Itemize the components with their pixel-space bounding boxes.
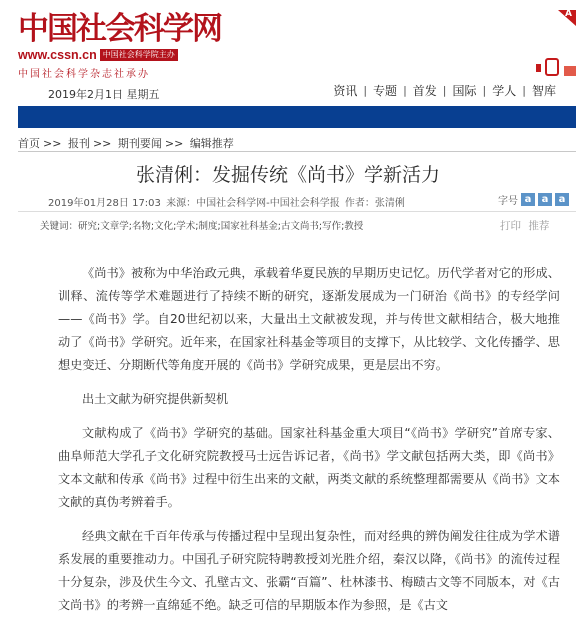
article-actions <box>496 218 549 233</box>
logo-subtitle: 中国社会科学杂志社承办 <box>18 69 150 80</box>
logo-text: 中国社会科学网 <box>18 11 221 47</box>
decoration-icon <box>536 58 576 78</box>
paragraph: 经典文献在千百年传承与传播过程中呈现出复杂性，而对经典的辨伪阐发往往成为学术谱系发展的重要推动力。中国孔子研究院特聘教授刘光胜介绍，秦汉以降，《尚书》的流传过程十分复杂，涉及伏生今文、孔壁古文、张霸“百篇”、杜林漆书、梅赜古文等不同版本，对《古文尚书》的考辨一直绵延不绝。缺乏可信的早期版本作为参照，是《古文 <box>58 529 560 612</box>
section-subheading: 出土文献为研究提供新契机 <box>82 392 229 406</box>
article-keywords: 关键词：研究;文章学;名物;文化;学术;制度;国家社科基金;古文尚书;写作;教授 <box>40 221 364 232</box>
paragraph: 文献构成了《尚书》学研究的基础。国家社科基金重大项目“《尚书》学研究”首席专家、曲阜师范大学孔子文化研究院教授马士远告诉记者，《尚书》学文献包括两大类，即《尚书》文本文献和传承《尚书》过程中衍生出来的文献，两类文献的系统整理都需要从《尚书》文本文献的真伪考辨着手。 <box>58 426 560 509</box>
font-size-label: 字号 <box>498 196 518 207</box>
logo-url: www.cssn.cn <box>18 48 97 62</box>
main-nav-bar <box>18 106 576 128</box>
divider <box>18 211 576 212</box>
nav-item-scholars[interactable]: 学人 <box>492 84 517 98</box>
breadcrumb-home[interactable]: 首页 <box>18 137 40 150</box>
nav-item-topics[interactable]: 专题 <box>373 84 398 98</box>
top-navigation: 资讯 | 专题 | 首发 | 国际 | 学人 | 智库 <box>327 82 562 99</box>
font-size-medium-button[interactable]: a <box>538 193 552 206</box>
breadcrumb: 首页 >> 报刊 >> 期刊要闻 >> 编辑推荐 <box>18 137 234 150</box>
nav-item-news[interactable]: 资讯 <box>333 84 358 98</box>
article-body <box>58 262 560 628</box>
corner-badge[interactable]: A <box>496 10 576 30</box>
recommend-button[interactable]: 推荐 <box>528 220 550 232</box>
font-size-small-button[interactable]: a <box>555 193 569 206</box>
publish-time: 2019年01月28日 17:03 <box>48 198 161 209</box>
font-size-large-button[interactable]: a <box>521 193 535 206</box>
article-title: 张清俐：发掘传统《尚书》学新活力 <box>135 164 440 186</box>
divider <box>18 151 576 152</box>
article-author: 作者：张清俐 <box>344 198 405 209</box>
nav-item-thinktank[interactable]: 智库 <box>531 84 556 98</box>
nav-item-international[interactable]: 国际 <box>452 84 477 98</box>
article-meta <box>48 194 407 209</box>
current-date: 2019年2月1日 星期五 <box>48 88 160 101</box>
logo-org: 中国社会科学院主办 <box>100 49 178 61</box>
nav-item-first[interactable]: 首发 <box>412 84 437 98</box>
article-source: 来源：中国社会科学网-中国社会科学报 <box>166 198 340 209</box>
breadcrumb-editor-picks[interactable]: 编辑推荐 <box>189 137 234 150</box>
paragraph: 《尚书》被称为中华治政元典，承载着华夏民族的早期历史记忆。历代学者对它的形成、训释、流传等学术难题进行了持续不断的研究，逐渐发展成为一门研治《尚书》的专经学问——《尚书》学。自20世纪初以来，大量出土文献被发现，并与传世文献相结合，极大地推动了《尚书》学研究。近年来，在国家社科基金等项目的支撑下，从比较学、文化传播学、思想史变迁、分期断代等角度开展的《尚书》学研究成果，更是层出不穷。 <box>58 266 560 372</box>
breadcrumb-newspapers[interactable]: 报刊 <box>67 137 90 150</box>
site-logo[interactable] <box>18 11 221 80</box>
font-size-control <box>498 192 569 207</box>
breadcrumb-journal-news[interactable]: 期刊要闻 <box>117 137 162 150</box>
print-button[interactable]: 打印 <box>500 220 521 232</box>
